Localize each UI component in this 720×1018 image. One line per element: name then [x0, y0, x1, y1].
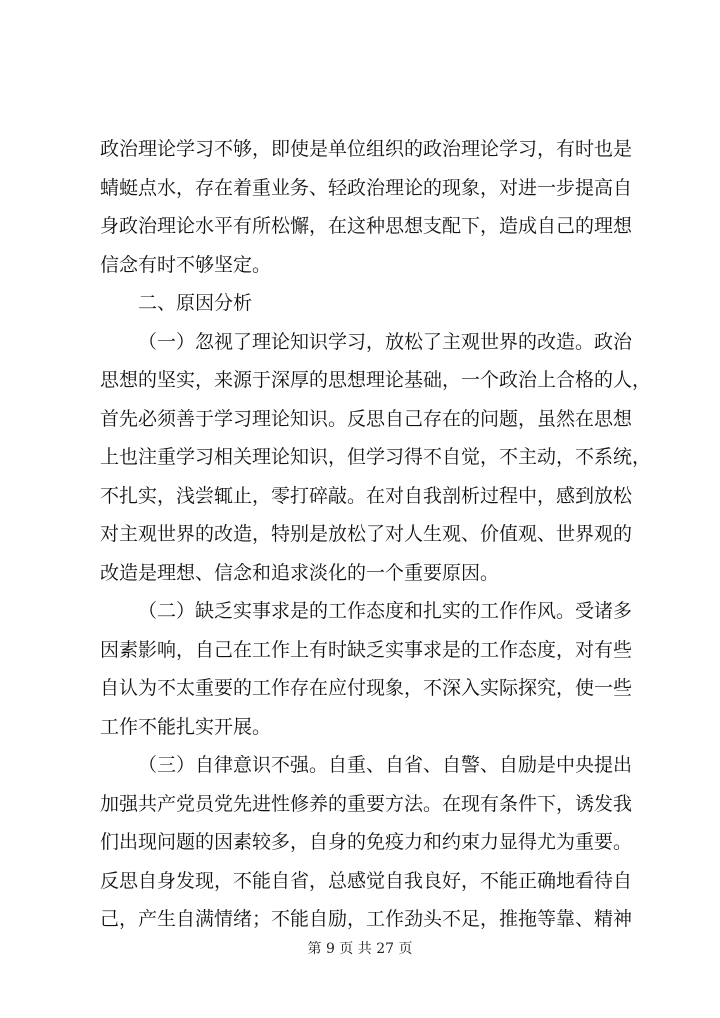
paragraph-start: （三）自律意识不强。自重、自省、自警、自励是中央提出: [138, 754, 633, 776]
text-line: 因素影响，自己在工作上有时缺乏实事求是的工作态度，对有些: [100, 638, 633, 661]
text-line: 上也注重学习相关理论知识，但学习得不自觉，不主动，不系统，: [100, 446, 652, 468]
text-line: 们出现问题的因素较多，自身的免疫力和约束力显得尤为重要。: [100, 831, 633, 853]
paragraph-start: （二）缺乏实事求是的工作态度和扎实的工作作风。受诸多: [138, 600, 633, 622]
page-number-footer: 第 9 页 共 27 页: [307, 941, 413, 957]
text-line: 改造是理想、信念和追求淡化的一个重要原因。: [100, 561, 500, 584]
text-line: 不扎实，浅尝辄止，零打碎敲。在对自我剖析过程中，感到放松: [100, 484, 633, 507]
paragraph-start: （一）忽视了理论知识学习，放松了主观世界的改造。政治: [138, 330, 633, 353]
text-line: 首先必须善于学习理论知识。反思自己存在的问题，虽然在思想: [100, 407, 633, 430]
text-line: 己，产生自满情绪；不能自励，工作劲头不足，推拖等靠、精神: [100, 908, 633, 930]
body-text: [100, 130, 652, 939]
text-line: 加强共产党员党先进性修养的重要方法。在现有条件下，诱发我: [100, 792, 633, 815]
text-line: 工作不能扎实开展。: [100, 715, 272, 738]
text-line: 对主观世界的改造，特别是放松了对人生观、价值观、世界观的: [100, 523, 633, 545]
text-line: 政治理论学习不够，即使是单位组织的政治理论学习，有时也是: [100, 138, 633, 160]
text-line: 身政治理论水平有所松懈，在这种思想支配下，造成自己的理想: [100, 215, 633, 237]
text-line: 反思自身发现，不能自省，总感觉自我良好，不能正确地看待自: [100, 869, 633, 892]
text-line: 自认为不太重要的工作存在应付现象，不深入实际探究，使一些: [100, 677, 633, 699]
text-line: 蜻蜓点水，存在着重业务、轻政治理论的现象，对进一步提高自: [100, 176, 633, 199]
section-heading: 二、原因分析: [138, 292, 253, 314]
text-line: 思想的坚实，来源于深厚的思想理论基础，一个政治上合格的人，: [100, 369, 652, 391]
text-line: 信念有时不够坚定。: [100, 253, 272, 276]
